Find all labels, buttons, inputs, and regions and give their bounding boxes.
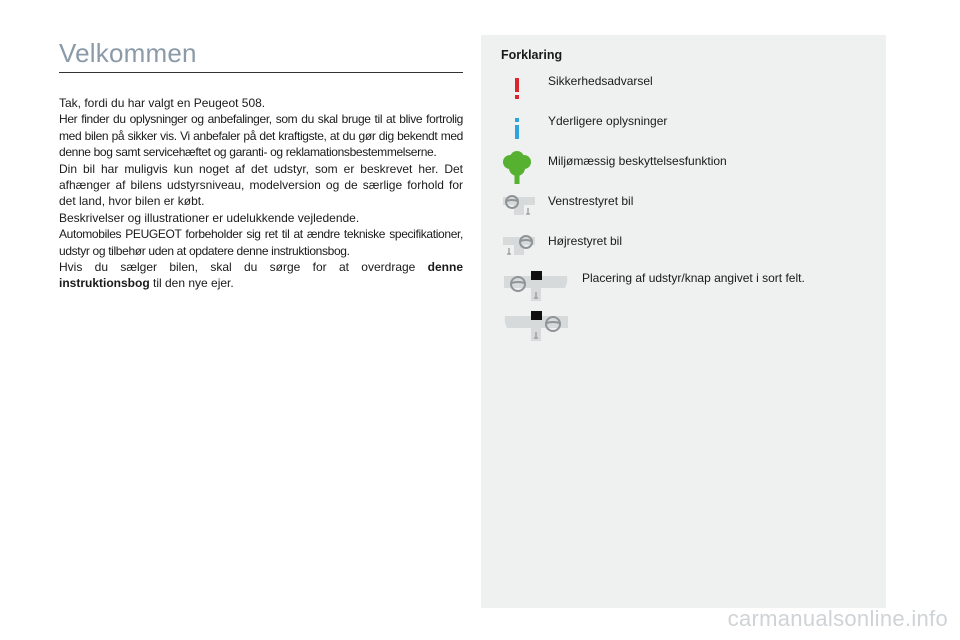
- legend-label-rhd: Højrestyret bil: [548, 234, 623, 248]
- left-hand-drive-icon: [502, 193, 536, 219]
- paragraph-intro: Tak, fordi du har valgt en Peugeot 508.: [59, 96, 266, 110]
- watermark: carmanualsonline.info: [727, 606, 948, 631]
- legend-label-lhd: Venstrestyret bil: [548, 194, 634, 208]
- right-hand-drive-icon: [502, 233, 536, 259]
- sale-text-before: Hvis du sælger bilen, skal du sørge for at overdrage: [59, 260, 428, 275]
- tree-icon: [502, 151, 532, 185]
- page-title: Velkommen: [59, 38, 197, 68]
- legend-label-location: Placering af udstyr/knap angivet i sort felt.: [582, 271, 805, 285]
- paragraph-info: Her finder du oplysninger og anbefalinger, som du skal bruge til at blive fortrolig med bilen på sikker vis. Vi anbefaler på det kraftigste, at du gør dig bekendt med denne bog samt servicehæftet og garanti- og reklamationsbestemmelserne.: [59, 112, 463, 160]
- info-icon: [510, 117, 524, 141]
- sale-text-bold: denne instruktionsbog: [59, 260, 463, 291]
- legend-title: Forklaring: [501, 48, 563, 62]
- legend-label-environment: Miljømæssig beskyttelsesfunktion: [548, 154, 727, 168]
- dashboard-location-icon: [503, 270, 569, 302]
- legend-label-info: Yderligere oplysninger: [548, 114, 668, 128]
- paragraph-illustrations: Beskrivelser og illustrationer er udelukkende vejledende.: [59, 210, 360, 225]
- paragraph-equipment: Din bil har muligvis kun noget af det udstyr, som er beskrevet her. Det afhænger af bilens udstyrsniveau, modelversion og de særlige forhold for det land, hvor bilen er købt.: [59, 161, 463, 209]
- title-divider: [59, 72, 463, 73]
- exclamation-icon: [510, 77, 524, 101]
- legend-label-safety: Sikkerhedsadvarsel: [548, 74, 653, 88]
- sale-text-after: til den nye ejer.: [149, 276, 234, 291]
- dashboard-location-rhd-icon: [503, 310, 569, 342]
- paragraph-rights: Automobiles PEUGEOT forbeholder sig ret til at ændre tekniske specifikationer, udstyr og tilbehør uden at opdatere denne instruktionsbog.: [59, 227, 463, 258]
- paragraph-sale: [59, 259, 463, 292]
- welcome-text: [59, 95, 463, 292]
